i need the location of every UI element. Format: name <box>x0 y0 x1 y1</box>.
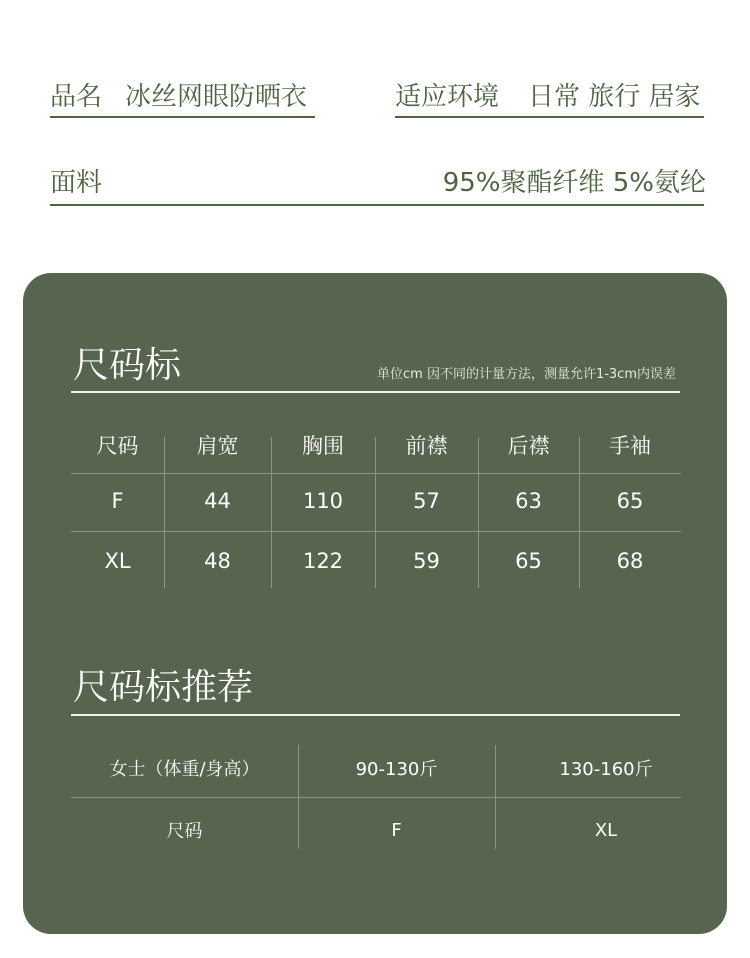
table-divider <box>71 531 681 532</box>
recommend-label-women: 女士（体重/身高） <box>109 759 260 780</box>
size-header-back-length: 后襟 <box>507 434 550 458</box>
size-header-shoulder: 肩宽 <box>196 434 239 458</box>
size-cell-size: XL <box>104 549 131 573</box>
size-cell-size: F <box>111 489 124 513</box>
table-divider <box>164 437 165 588</box>
environment-label: 适应环境 <box>395 82 500 112</box>
recommend-range-2: 130-160斤 <box>559 759 653 780</box>
size-cell-sleeve: 65 <box>616 489 644 513</box>
table-divider <box>298 745 299 849</box>
size-chart-rule <box>71 391 680 393</box>
size-cell-sleeve: 68 <box>616 549 644 573</box>
table-divider <box>271 437 272 588</box>
product-name-label: 品名 <box>50 82 103 112</box>
size-cell-back-length: 65 <box>515 549 542 573</box>
recommend-label-size: 尺码 <box>166 821 203 842</box>
size-header-chest: 胸围 <box>302 434 344 458</box>
product-name-value: 冰丝网眼防晒衣 <box>125 82 308 112</box>
size-header-front-length: 前襟 <box>405 434 448 458</box>
environment-value: 日常 旅行 居家 <box>528 82 701 112</box>
product-name-rule <box>50 116 315 118</box>
recommend-rule <box>71 714 680 716</box>
recommend-range-1: 90-130斤 <box>355 759 438 780</box>
size-panel <box>23 273 727 934</box>
environment-rule <box>395 116 704 118</box>
recommend-title: 尺码标推荐 <box>73 667 254 708</box>
fabric-rule <box>50 204 704 206</box>
size-cell-front-length: 57 <box>413 489 440 513</box>
size-chart-title: 尺码标 <box>73 345 182 386</box>
recommend-size-2: XL <box>594 819 618 841</box>
size-cell-shoulder: 44 <box>204 489 231 513</box>
table-divider <box>579 437 580 588</box>
size-cell-chest: 122 <box>302 549 344 573</box>
table-divider <box>495 745 496 849</box>
size-cell-shoulder: 48 <box>204 549 231 573</box>
size-cell-back-length: 63 <box>515 489 542 513</box>
size-header-size: 尺码 <box>96 434 139 458</box>
size-header-sleeve: 手袖 <box>609 434 651 458</box>
size-chart-note: 单位cm 因不同的计量方法，测量允许1-3cm内误差 <box>377 367 676 382</box>
recommend-size-1: F <box>391 819 402 841</box>
size-cell-front-length: 59 <box>413 549 440 573</box>
fabric-value: 95%聚酯纤维 5%氨纶 <box>442 168 706 198</box>
fabric-label: 面料 <box>50 168 103 198</box>
table-divider <box>71 473 681 474</box>
table-divider <box>478 437 479 588</box>
table-divider <box>71 797 681 798</box>
size-cell-chest: 110 <box>302 489 344 513</box>
table-divider <box>375 437 376 588</box>
